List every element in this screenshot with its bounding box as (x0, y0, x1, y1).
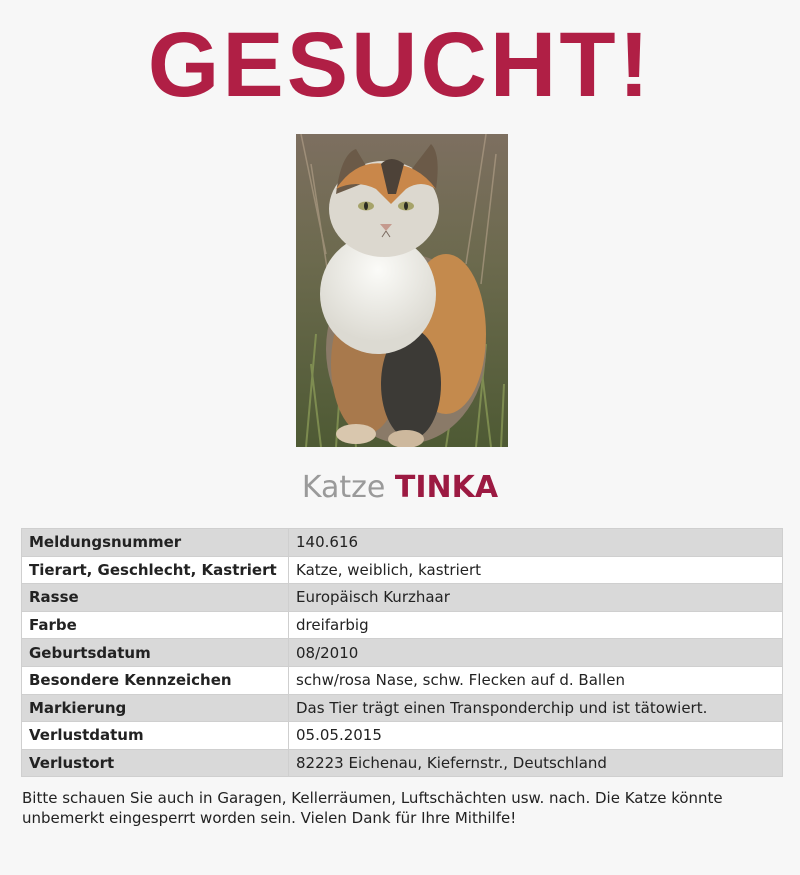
footer-note: Bitte schauen Sie auch in Garagen, Kellerräumen, Luftschächten usw. nach. Die Katze könnte unbemerkt eingesperrt worden sein. Vielen Dank für Ihre Mithilfe! (22, 789, 723, 827)
detail-label: Besondere Kennzeichen (22, 666, 289, 694)
detail-label: Tierart, Geschlecht, Kastriert (22, 556, 289, 584)
detail-value: 05.05.2015 (289, 722, 783, 750)
pet-name-line (0, 468, 800, 508)
detail-value: Katze, weiblich, kastriert (289, 556, 783, 584)
detail-value: 08/2010 (289, 639, 783, 667)
table-row (22, 556, 783, 584)
table-row (22, 722, 783, 750)
detail-value: dreifarbig (289, 611, 783, 639)
detail-label: Verlustort (22, 749, 289, 777)
detail-value: 82223 Eichenau, Kiefernstr., Deutschland (289, 749, 783, 777)
detail-label: Farbe (22, 611, 289, 639)
table-row (22, 639, 783, 667)
detail-value: schw/rosa Nase, schw. Flecken auf d. Ballen (289, 666, 783, 694)
table-row (22, 666, 783, 694)
detail-value: Das Tier trägt einen Transponderchip und ist tätowiert. (289, 694, 783, 722)
detail-label: Meldungsnummer (22, 529, 289, 557)
species-label: Katze (301, 470, 386, 505)
calico-cat-photo (296, 134, 508, 447)
detail-value: 140.616 (289, 529, 783, 557)
table-row (22, 584, 783, 612)
detail-value: Europäisch Kurzhaar (289, 584, 783, 612)
table-row (22, 694, 783, 722)
details-table (21, 528, 783, 777)
detail-label: Geburtsdatum (22, 639, 289, 667)
detail-label: Rasse (22, 584, 289, 612)
table-row (22, 749, 783, 777)
table-row (22, 529, 783, 557)
poster-headline: GESUCHT! (147, 14, 653, 116)
detail-label: Verlustdatum (22, 722, 289, 750)
table-row (22, 611, 783, 639)
pet-name: TINKA (394, 470, 499, 505)
detail-label: Markierung (22, 694, 289, 722)
